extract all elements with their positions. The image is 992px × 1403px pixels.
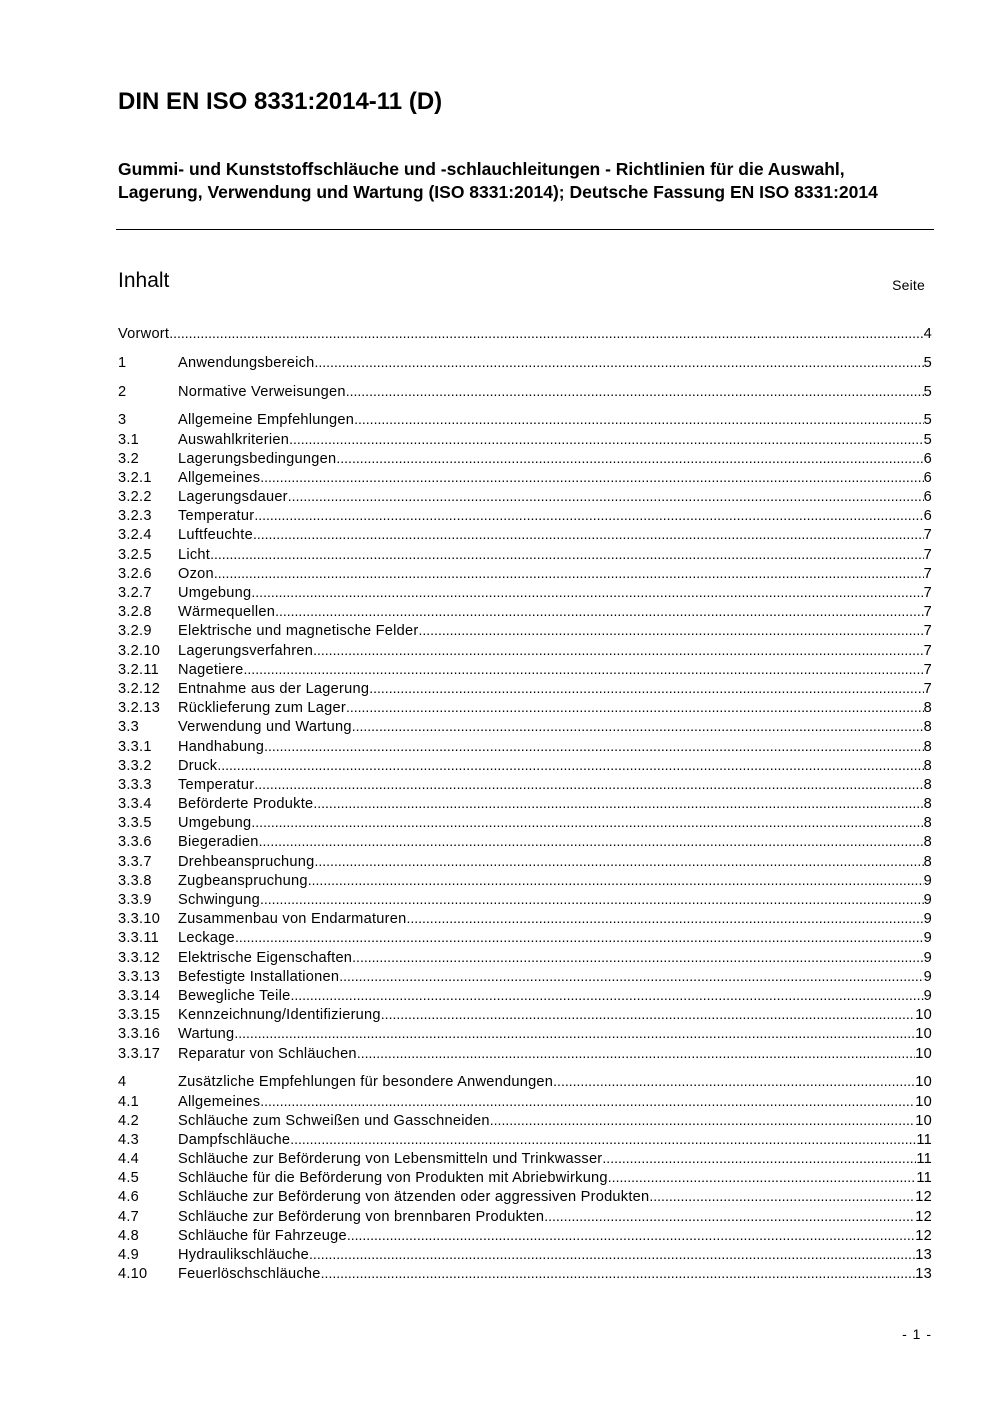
toc-entry-title: Beförderte Produkte — [178, 796, 314, 813]
toc-entry-page: 12 — [915, 1189, 932, 1206]
toc-entry-number: 3.3.10 — [118, 911, 161, 928]
toc-leader-dots — [254, 507, 923, 524]
toc-entry[interactable] — [118, 680, 932, 699]
toc-entry[interactable] — [118, 450, 932, 469]
toc-leader-dots — [369, 680, 923, 697]
toc-entry-title: Schwingung — [178, 892, 261, 909]
toc-entry-number: 1 — [118, 354, 127, 371]
toc-entry-title: Schläuche zur Beförderung von ätzenden oder aggressiven Produkten — [178, 1189, 650, 1206]
toc-entry-page: 9 — [923, 949, 932, 966]
toc-entry-page: 12 — [915, 1208, 932, 1225]
toc-entry-number: 4 — [118, 1074, 127, 1091]
toc-entry-number: 3.2.10 — [118, 642, 161, 659]
toc-entry-title: Normative Verweisungen — [178, 383, 346, 400]
toc-entry-number: 3.2.2 — [118, 489, 152, 506]
toc-entry-page: 6 — [923, 508, 932, 525]
toc-leader-dots — [313, 795, 923, 812]
toc-entry-title: Elektrische und magnetische Felder — [178, 623, 419, 640]
toc-leader-dots — [346, 383, 924, 400]
toc-entry-title: Licht — [178, 546, 211, 563]
toc-entry-page: 10 — [915, 1045, 932, 1062]
toc-entry-page: 7 — [923, 680, 932, 697]
toc-entry-title: Feuerlöschschläuche — [178, 1266, 321, 1283]
toc-entry-page: 7 — [923, 661, 932, 678]
toc-entry-page: 5 — [923, 412, 932, 429]
toc-entry[interactable] — [118, 469, 932, 488]
toc-entry[interactable] — [118, 411, 932, 430]
toc-entry-number: 3.3.14 — [118, 987, 161, 1004]
toc-leader-dots — [214, 565, 924, 582]
toc-entry-title: Reparatur von Schläuchen — [178, 1045, 357, 1062]
toc-entry-title: Nagetiere — [178, 661, 244, 678]
toc-entry-number: 4.5 — [118, 1170, 140, 1187]
toc-entry[interactable] — [118, 1227, 932, 1246]
toc-entry-page: 7 — [923, 527, 932, 544]
toc-entry[interactable] — [118, 488, 932, 507]
toc-entry-title: Elektrische Eigenschaften — [178, 949, 353, 966]
toc-entry-title: Wartung — [178, 1026, 235, 1043]
toc-leader-dots — [313, 642, 924, 659]
toc-entry-page: 8 — [923, 776, 932, 793]
toc-entry-page: 9 — [923, 930, 932, 947]
toc-entry[interactable] — [118, 910, 932, 929]
toc-entry-title: Umgebung — [178, 815, 252, 832]
toc-entry-number: 3.3.2 — [118, 757, 152, 774]
toc-leader-dots — [309, 1246, 915, 1263]
toc-entry-number: 3.3 — [118, 719, 140, 736]
toc-entry-number: 3.3.4 — [118, 796, 152, 813]
toc-entry[interactable] — [118, 872, 932, 891]
toc-entry-page: 9 — [923, 872, 932, 889]
toc-entry[interactable] — [118, 546, 932, 565]
toc-entry-number: 4.2 — [118, 1112, 140, 1129]
toc-entry-title: Schläuche für Fahrzeuge — [178, 1227, 347, 1244]
toc-entry-number: 4.7 — [118, 1208, 140, 1225]
toc-leader-dots — [259, 833, 924, 850]
toc-entry-title: Luftfeuchte — [178, 527, 253, 544]
toc-entry-number: 3.3.12 — [118, 949, 161, 966]
toc-entry-title: Allgemeine Empfehlungen — [178, 412, 355, 429]
toc-leader-dots — [264, 738, 924, 755]
toc-entry-page: 6 — [923, 469, 932, 486]
toc-entry-title: Druck — [178, 757, 218, 774]
toc-entry-number: 3.2.3 — [118, 508, 152, 525]
toc-entry-number: 3.3.7 — [118, 853, 152, 870]
toc-entry-title: Biegeradien — [178, 834, 259, 851]
toc-entry-page: 12 — [915, 1227, 932, 1244]
toc-entry[interactable] — [118, 1188, 932, 1207]
toc-entry[interactable] — [118, 891, 932, 910]
toc-leader-dots — [251, 814, 923, 831]
toc-entry-page: 13 — [915, 1266, 932, 1283]
toc-entry-title: Zusätzliche Empfehlungen für besondere Anwendungen — [178, 1074, 554, 1091]
toc-leader-dots — [419, 622, 924, 639]
toc-entry-title: Drehbeanspruchung — [178, 853, 315, 870]
toc-entry-number: 3.2 — [118, 450, 140, 467]
toc-entry[interactable] — [118, 1246, 932, 1265]
toc-entry-page: 7 — [923, 565, 932, 582]
toc-entry-page: 8 — [923, 700, 932, 717]
toc-entry[interactable] — [118, 699, 932, 718]
toc-entry-number: 3.3.3 — [118, 776, 152, 793]
toc-entry-number: 3.3.5 — [118, 815, 152, 832]
toc-entry[interactable] — [118, 1025, 932, 1044]
toc-leader-dots — [275, 603, 924, 620]
toc-entry-page: 8 — [923, 853, 932, 870]
toc-entry-title: Kennzeichnung/Identifizierung — [178, 1007, 381, 1024]
toc-entry[interactable] — [118, 1131, 932, 1150]
toc-leader-dots — [234, 1025, 915, 1042]
toc-leader-dots — [352, 718, 924, 735]
toc-entry[interactable] — [118, 738, 932, 757]
toc-entry-page: 11 — [916, 1151, 932, 1168]
toc-entry-title: Lagerungsdauer — [178, 489, 288, 506]
toc-leader-dots — [260, 891, 924, 908]
toc-entry-title: Zugbeanspruchung — [178, 872, 308, 889]
toc-leader-dots — [490, 1112, 915, 1129]
toc-entry[interactable] — [118, 718, 932, 737]
toc-heading: Inhalt — [118, 269, 170, 292]
toc-entry-title: Handhabung — [178, 738, 265, 755]
toc-entry[interactable] — [118, 603, 932, 622]
toc-entry-page: 11 — [916, 1131, 932, 1148]
toc-leader-dots — [406, 910, 923, 927]
toc-leader-dots — [608, 1169, 917, 1186]
toc-entry-number: 3.1 — [118, 431, 140, 448]
toc-entry-page: 10 — [915, 1112, 932, 1129]
toc-entry-title: Schläuche zur Beförderung von Lebensmitteln und Trinkwasser — [178, 1151, 603, 1168]
toc-entry-page: 9 — [923, 968, 932, 985]
toc-entry[interactable] — [118, 949, 932, 968]
table-of-contents — [118, 325, 932, 1284]
toc-leader-dots — [251, 584, 923, 601]
toc-leader-dots — [352, 949, 923, 966]
toc-entry[interactable] — [118, 1208, 932, 1227]
toc-entry-page: 7 — [923, 546, 932, 563]
toc-entry[interactable] — [118, 354, 932, 373]
toc-entry-page: 7 — [923, 623, 932, 640]
toc-entry-page: 6 — [923, 450, 932, 467]
toc-leader-dots — [336, 450, 923, 467]
toc-leader-dots — [288, 488, 924, 505]
toc-entry[interactable] — [118, 565, 932, 584]
toc-entry-number: 3.3.15 — [118, 1007, 161, 1024]
toc-entry-number: 3.2.1 — [118, 469, 152, 486]
toc-entry[interactable] — [118, 622, 932, 641]
toc-entry-title: Schläuche zum Schweißen und Gasschneiden — [178, 1112, 490, 1129]
toc-entry-number: 3.3.17 — [118, 1045, 161, 1062]
toc-entry-number: 3.3.6 — [118, 834, 152, 851]
toc-entry-page: 10 — [915, 1026, 932, 1043]
toc-entry-title: Ozon — [178, 565, 214, 582]
toc-entry-number: 4.3 — [118, 1131, 140, 1148]
toc-entry[interactable] — [118, 1073, 932, 1092]
toc-entry[interactable] — [118, 661, 932, 680]
toc-entry-page: 7 — [923, 604, 932, 621]
toc-entry-number: 3.2.6 — [118, 565, 152, 582]
toc-entry[interactable] — [118, 968, 932, 987]
toc-entry-number: 3.2.8 — [118, 604, 152, 621]
toc-entry-title: Anwendungsbereich — [178, 354, 315, 371]
toc-entry[interactable] — [118, 757, 932, 776]
toc-entry-title: Auswahlkriterien — [178, 431, 290, 448]
toc-entry[interactable] — [118, 526, 932, 545]
toc-leader-dots — [260, 1093, 915, 1110]
toc-entry-title: Schläuche zur Beförderung von brennbaren Produkten — [178, 1208, 545, 1225]
toc-entry-number: 3.2.5 — [118, 546, 152, 563]
toc-entry-number: 3.3.13 — [118, 968, 161, 985]
toc-entry-number: 3.2.7 — [118, 585, 152, 602]
toc-entry-title: Allgemeines — [178, 469, 261, 486]
toc-entry-page: 5 — [923, 431, 932, 448]
toc-entry-number: 3 — [118, 412, 127, 429]
toc-entry-title: Vorwort — [118, 326, 170, 342]
toc-entry[interactable] — [118, 1150, 932, 1169]
toc-leader-dots — [553, 1073, 915, 1090]
toc-leader-dots — [381, 1006, 915, 1023]
toc-entry-title: Lagerungsverfahren — [178, 642, 314, 659]
toc-entry[interactable] — [118, 584, 932, 603]
toc-entry-title: Temperatur — [178, 776, 255, 793]
toc-entry-page: 4 — [923, 326, 932, 342]
toc-entry-number: 3.3.11 — [118, 930, 159, 947]
toc-entry-number: 4.8 — [118, 1227, 140, 1244]
toc-entry-page: 9 — [923, 987, 932, 1004]
toc-entry-title: Schläuche für die Beförderung von Produkten mit Abriebwirkung — [178, 1170, 608, 1187]
toc-entry[interactable] — [118, 1093, 932, 1112]
toc-entry-page: 6 — [923, 489, 932, 506]
toc-entry[interactable] — [118, 325, 932, 344]
toc-entry[interactable] — [118, 776, 932, 795]
toc-entry-page: 8 — [923, 738, 932, 755]
toc-leader-dots — [308, 872, 924, 889]
toc-leader-dots — [244, 661, 924, 678]
toc-leader-dots — [235, 929, 924, 946]
toc-leader-dots — [347, 1227, 915, 1244]
toc-entry-page: 13 — [915, 1247, 932, 1263]
toc-entry-page: 5 — [923, 383, 932, 400]
toc-entry[interactable] — [118, 1112, 932, 1131]
toc-leader-dots — [254, 776, 923, 793]
toc-entry-number: 3.2.4 — [118, 527, 152, 544]
toc-leader-dots — [321, 1265, 916, 1282]
toc-entry-number: 3.3.1 — [118, 738, 152, 755]
toc-leader-dots — [354, 411, 924, 428]
toc-entry-page: 8 — [923, 719, 932, 736]
toc-entry-page: 5 — [923, 354, 932, 371]
toc-leader-dots — [210, 546, 924, 563]
toc-leader-dots — [357, 1045, 915, 1062]
toc-entry[interactable] — [118, 383, 932, 402]
toc-entry-number: 3.3.9 — [118, 892, 152, 909]
toc-entry-title: Umgebung — [178, 585, 252, 602]
toc-entry-number: 4.10 — [118, 1266, 148, 1283]
toc-entry[interactable] — [118, 833, 932, 852]
toc-entry-page: 11 — [916, 1170, 932, 1187]
toc-entry-title: Lagerungsbedingungen — [178, 450, 337, 467]
toc-entry-page: 8 — [923, 757, 932, 774]
toc-entry-number: 3.2.12 — [118, 680, 161, 697]
toc-entry-title: Temperatur — [178, 508, 255, 525]
toc-entry-page: 8 — [923, 815, 932, 832]
toc-entry-number: 4.1 — [118, 1093, 140, 1110]
toc-entry-page: 10 — [915, 1074, 932, 1091]
toc-leader-dots — [253, 526, 924, 543]
toc-entry[interactable] — [118, 853, 932, 872]
toc-entry-number: 3.3.8 — [118, 872, 152, 889]
toc-leader-dots — [649, 1188, 915, 1205]
toc-entry[interactable] — [118, 431, 932, 450]
toc-entry-number: 3.2.11 — [118, 661, 159, 678]
toc-leader-dots — [289, 431, 924, 448]
toc-entry-title: Wärmequellen — [178, 604, 276, 621]
toc-entry-page: 10 — [915, 1093, 932, 1110]
toc-entry[interactable] — [118, 1169, 932, 1188]
toc-entry-title: Hydraulikschläuche — [178, 1247, 310, 1263]
toc-entry-number: 2 — [118, 383, 127, 400]
toc-entry[interactable] — [118, 1265, 932, 1284]
toc-entry-title: Bewegliche Teile — [178, 987, 291, 1004]
toc-entry-page: 10 — [915, 1007, 932, 1024]
document-subtitle: Gummi- und Kunststoffschläuche und -schlauchleitungen - Richtlinien für die Auswahl, Lagerung, Verwendung und Wartung (ISO 8331:2014); Deutsche Fassung EN ISO 8331:2014 — [118, 159, 878, 202]
toc-leader-dots — [290, 1131, 916, 1148]
toc-entry[interactable] — [118, 987, 932, 1006]
toc-entry-title: Allgemeines — [178, 1093, 261, 1110]
toc-entry-page: 8 — [923, 834, 932, 851]
toc-entry-title: Zusammenbau von Endarmaturen — [178, 911, 407, 928]
toc-entry-title: Rücklieferung zum Lager — [178, 700, 346, 717]
toc-leader-dots — [315, 354, 924, 371]
toc-entry-number: 3.2.13 — [118, 700, 161, 717]
toc-entry[interactable] — [118, 642, 932, 661]
toc-entry-number: 4.6 — [118, 1189, 140, 1206]
toc-entry[interactable] — [118, 1006, 932, 1025]
toc-entry-page: 7 — [923, 585, 932, 602]
toc-entry-page: 9 — [923, 892, 932, 909]
page-number: - 1 - — [902, 1326, 932, 1342]
toc-page-column-label: Seite — [892, 277, 925, 293]
toc-entry-title: Leckage — [178, 930, 235, 947]
toc-entry-page: 9 — [923, 911, 932, 928]
toc-entry-title: Verwendung und Wartung — [178, 719, 352, 736]
toc-leader-dots — [169, 325, 923, 342]
toc-entry[interactable] — [118, 814, 932, 833]
toc-entry-number: 4.9 — [118, 1247, 140, 1263]
toc-entry-title: Befestigte Installationen — [178, 968, 340, 985]
toc-leader-dots — [346, 699, 924, 716]
toc-entry-page: 8 — [923, 796, 932, 813]
toc-entry-number: 3.2.9 — [118, 623, 152, 640]
toc-leader-dots — [217, 757, 923, 774]
toc-leader-dots — [290, 987, 923, 1004]
title-divider — [116, 229, 934, 230]
toc-entry[interactable] — [118, 1045, 932, 1064]
toc-leader-dots — [315, 853, 924, 870]
toc-entry-title: Entnahme aus der Lagerung — [178, 680, 370, 697]
toc-entry[interactable] — [118, 507, 932, 526]
toc-leader-dots — [260, 469, 923, 486]
toc-entry-number: 4.4 — [118, 1151, 140, 1168]
toc-entry-page: 7 — [923, 642, 932, 659]
toc-entry-title: Dampfschläuche — [178, 1131, 291, 1148]
toc-entry[interactable] — [118, 795, 932, 814]
toc-entry[interactable] — [118, 929, 932, 948]
toc-entry-number: 3.3.16 — [118, 1026, 161, 1043]
toc-leader-dots — [544, 1208, 915, 1225]
toc-leader-dots — [602, 1150, 916, 1167]
toc-leader-dots — [339, 968, 923, 985]
document-title: DIN EN ISO 8331:2014-11 (D) — [118, 88, 443, 115]
